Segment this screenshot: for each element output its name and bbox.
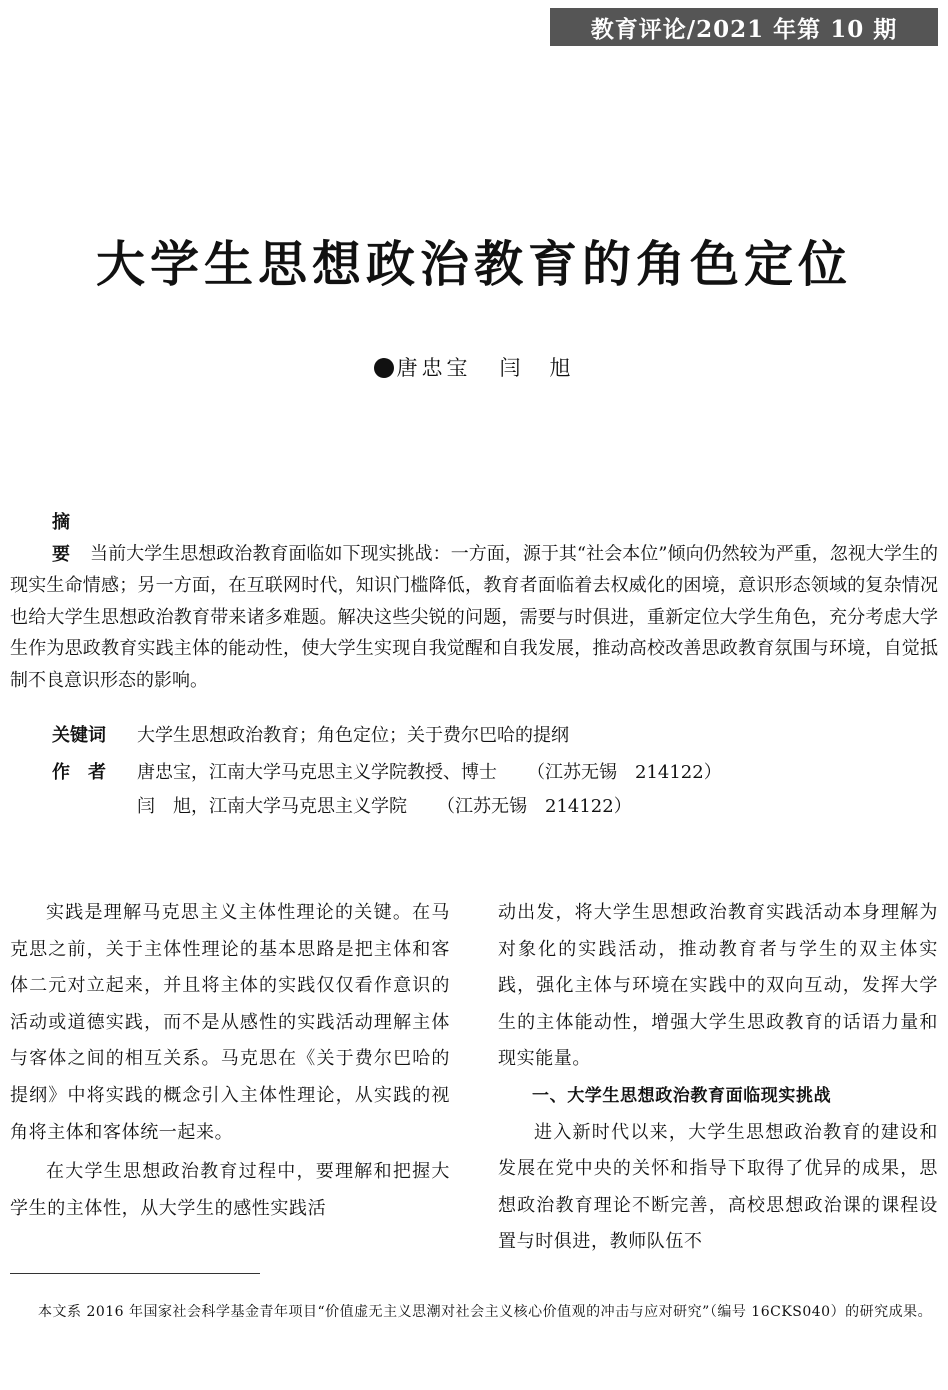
section-heading: 一、大学生思想政治教育面临现实挑战 [532,1085,832,1106]
body-column-left [10,895,450,1227]
footnote-divider [10,1273,260,1274]
author-info-text-1: 唐忠宝，江南大学马克思主义学院教授、博士 [137,762,497,783]
body-paragraph: 进入新时代以来，大学生思想政治教育的建设和发展在党中央的关怀和指导下取得了优异的成果，思想政治教育理论不断完善，高校思想政治课的课程设置与时俱进，教师队伍不 [498,1121,938,1253]
author-name-1: 唐忠宝 [396,356,472,380]
author-info-row-1 [52,759,722,787]
author-info-place-2: （江苏无锡 214122） [437,796,632,817]
author-info-row-2 [137,793,632,821]
article-title: 大学生思想政治教育的角色定位 [95,236,852,293]
journal-header-banner [550,8,938,46]
bullet-dot-icon [374,358,394,378]
author-info-text-2: 闫 旭，江南大学马克思主义学院 [137,796,407,817]
body-paragraph: 在大学生思想政治教育过程中，要理解和把握大学生的主体性，从大学生的感性实践活 [10,1161,450,1219]
abstract-text: 当前大学生思想政治教育面临如下现实挑战：一方面，源于其“社会本位”倾向仍然较为严重，忽视大学生的现实生命情感；另一方面，在互联网时代，知识门槛降低，教育者面临着去权威化的困境，意识形态领域的复杂情况也给大学生思想政治教育带来诸多难题。解决这些尖锐的问题，需要与时俱进，重新定位大学生角色，充分考虑大学生作为思政教育实践主体的能动性，使大学生实现自我觉醒和自我发展，推动高校改善思政教育氛围与环境，自觉抵制不良意识形态的影响。 [10,543,938,691]
body-paragraph: 动出发，将大学生思想政治教育实践活动本身理解为对象化的实践活动，推动教育者与学生的双主体实践，强化主体与环境在实践中的双向互动，发挥大学生的主体能动性，增强大学生思政教育的话语力量和现实能量。 [498,902,938,1070]
author-info-label: 作 者 [52,762,106,783]
abstract-label: 摘 要 [52,512,88,565]
body-column-right [498,895,938,1261]
author-info-place-1: （江苏无锡 214122） [527,762,722,783]
keywords-text: 大学生思想政治教育；角色定位；关于费尔巴哈的提纲 [137,725,569,746]
author-line [0,352,948,382]
journal-issue-label: 教育评论/2021 年第 10 期 [590,15,898,43]
keywords-row [52,722,569,750]
abstract-block [10,507,938,696]
footnote: 本文系 2016 年国家社会科学基金青年项目“价值虚无主义思潮对社会主义核心价值观的冲击与应对研究”（编号 16CKS040）的研究成果。 [38,1304,933,1320]
body-paragraph: 实践是理解马克思主义主体性理论的关键。在马克思之前，关于主体性理论的基本思路是把主体和客体二元对立起来，并且将主体的实践仅仅看作意识的活动或道德实践，而不是从感性的实践活动理解主体与客体之间的相互关系。马克思在《关于费尔巴哈的提纲》中将实践的概念引入主体性理论，从实践的视角将主体和客体统一起来。 [10,902,450,1143]
author-name-2: 闫 旭 [499,356,575,380]
keywords-label: 关键词 [52,725,106,746]
